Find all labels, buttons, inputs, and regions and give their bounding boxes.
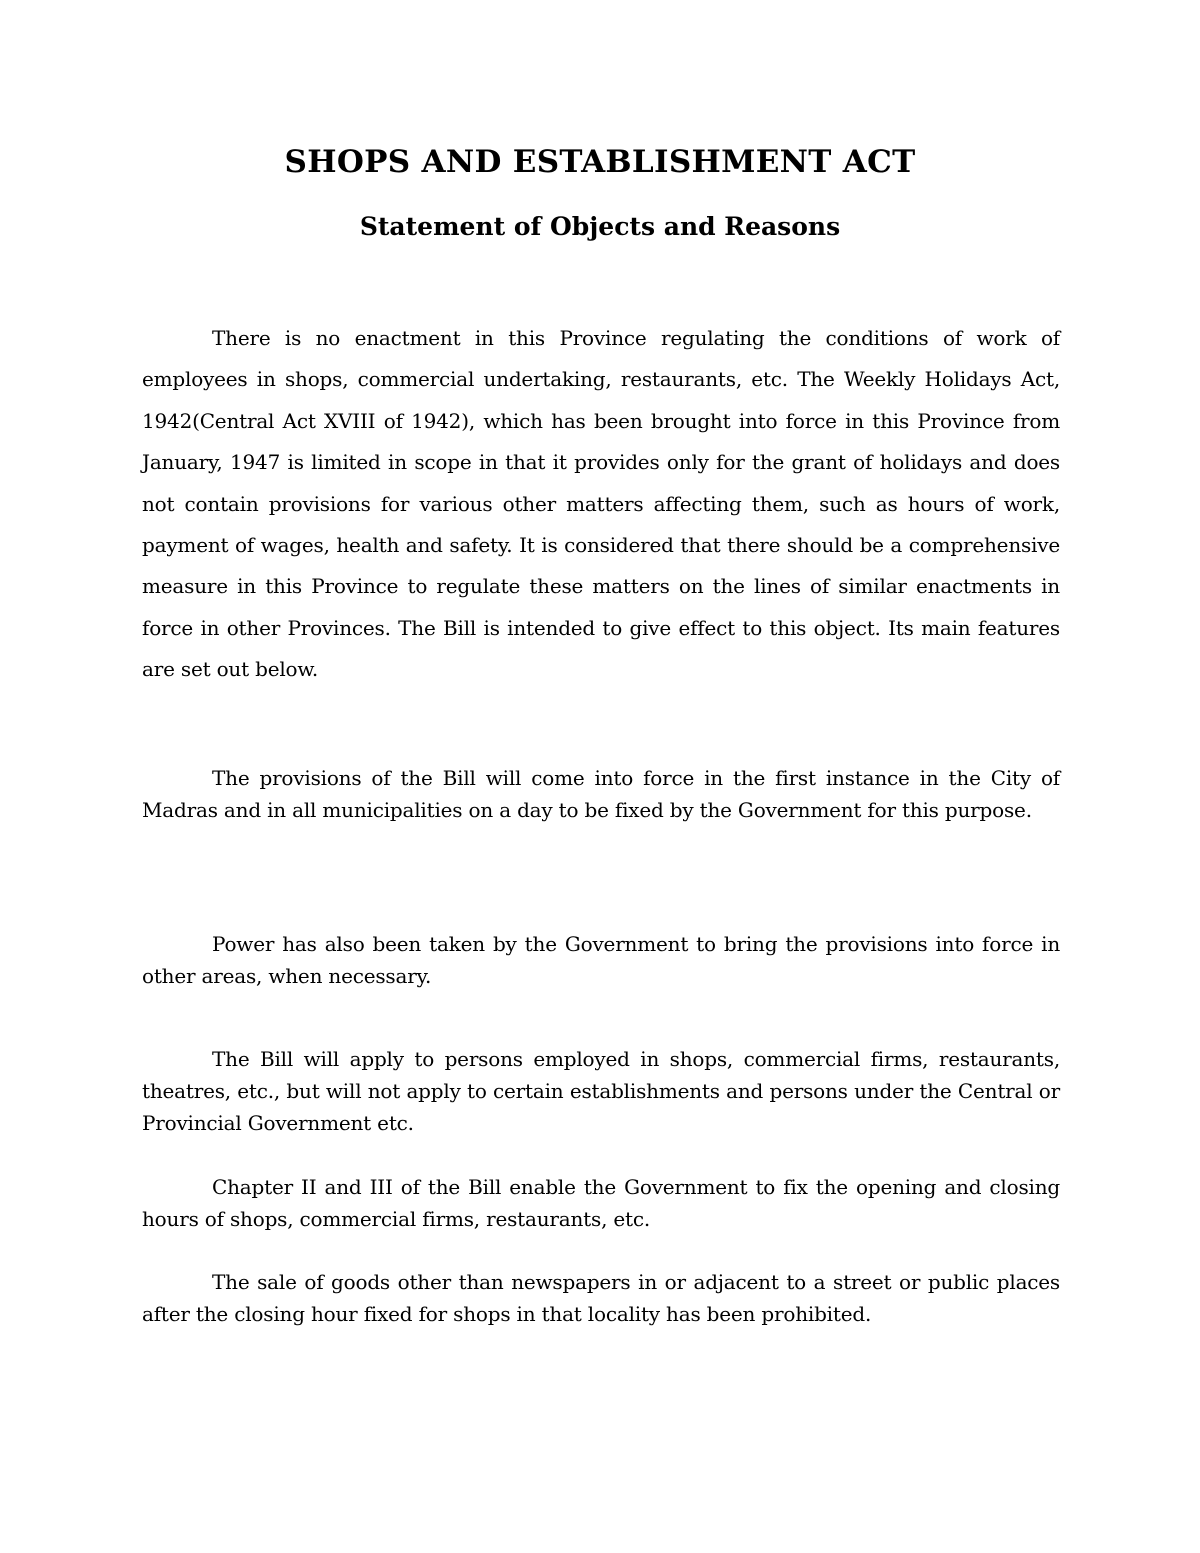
document-title: SHOPS AND ESTABLISHMENT ACT [284, 144, 916, 180]
document-subtitle: Statement of Objects and Reasons [359, 212, 841, 241]
paragraph-commencement: The provisions of the Bill will come into force in the first instance in the City of Madras and in all municipalities on a day to be fixed by the Government for this purpose. [142, 766, 1060, 822]
paragraph-introduction: There is no enactment in this Province regulating the conditions of work of employees in shops, commercial undertaking, restaurants, etc. The Weekly Holidays Act, 1942(Central Act XVIII of 1942), which has been brought into force in this Province from January, 1947 is limited in scope in that it provides only for the grant of holidays and does not contain provisions for various other matters affecting them, such as hours of work, payment of wages, health and safety. It is considered that there should be a comprehensive measure in this Province to regulate these matters on the lines of similar enactments in force in other Provinces. The Bill is intended to give effect to this object. Its main features are set out below. [142, 326, 1060, 682]
paragraph-opening-closing-hours: Chapter II and III of the Bill enable the Government to fix the opening and closing hours of shops, commercial firms, restaurants, etc. [142, 1175, 1060, 1231]
paragraph-applicability: The Bill will apply to persons employed in shops, commercial firms, restaurants, theatres, etc., but will not apply to certain establishments and persons under the Central or Provincial Government etc. [142, 1047, 1060, 1135]
paragraph-street-sale-prohibition: The sale of goods other than newspapers in or adjacent to a street or public places after the closing hour fixed for shops in that locality has been prohibited. [142, 1270, 1060, 1326]
paragraph-extension-power: Power has also been taken by the Government to bring the provisions into force in other areas, when necessary. [142, 932, 1060, 988]
